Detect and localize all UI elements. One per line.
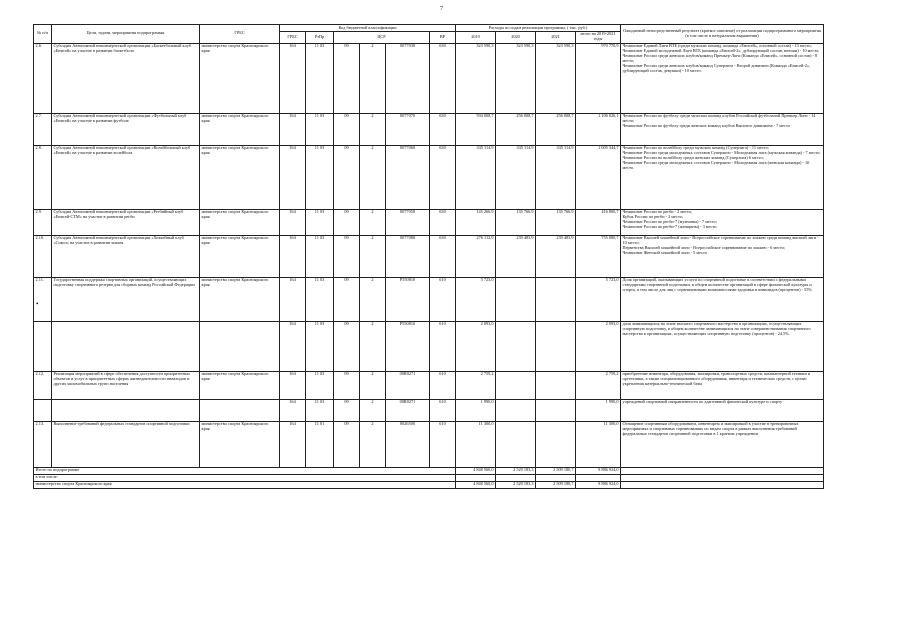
row-rzpr: 11 03 <box>306 113 334 145</box>
row-goal <box>52 321 200 371</box>
total-2020: 2 529 183,3 <box>496 481 536 488</box>
row-goal: Государственная поддержка спортивных организаций, осуществляющих подготовку спортивного резерва для сборных команд Российской Федерации <box>52 277 200 321</box>
row-csr-program: 09 <box>334 145 360 209</box>
row-vr: 610 <box>430 399 456 421</box>
row-vr: 630 <box>430 209 456 235</box>
row-total: 1 106 026,1 <box>576 113 621 145</box>
total-label: Итого по подпрограмме <box>34 467 456 474</box>
total-2019 <box>456 474 496 481</box>
col-2021-header: 2021 <box>536 31 576 43</box>
row-num <box>34 399 52 421</box>
row-rzpr: 11 01 <box>306 421 334 467</box>
total-2021: 2 509 180,7 <box>536 481 576 488</box>
row-csr-code: 0026500 <box>386 421 430 467</box>
row-vr: 630 <box>430 113 456 145</box>
row-csr-code: 00R0271 <box>386 371 430 399</box>
row-goal: Выполнение требований федеральных стандартов спортивной подготовки <box>52 421 200 467</box>
row-2020 <box>496 421 536 467</box>
total-result <box>621 474 824 481</box>
row-vr: 630 <box>430 235 456 277</box>
row-grbs: министерство спорта Красноярского края <box>200 277 280 321</box>
row-csr-code: Р550810 <box>386 321 430 371</box>
row-2019: 1 990,0 <box>456 399 496 421</box>
total-label: в том числе: <box>34 474 456 481</box>
total-sum: 9 886 924,0 <box>576 467 621 474</box>
row-rzpr: 11 03 <box>306 277 334 321</box>
result-line: Чемпионат Высшей хоккейной лиги - Всероссийское соревнование по хоккею среди команд высшей лиги - 10 место; <box>622 235 819 246</box>
row-num: 2.13. <box>34 421 52 467</box>
row-csr-subprogram: 2 <box>360 113 386 145</box>
row-csr-subprogram: 2 <box>360 145 386 209</box>
row-result <box>621 399 824 421</box>
row-2021 <box>536 371 576 399</box>
row-csr-subprogram: 2 <box>360 235 386 277</box>
result-line: Чемпионат России по футболу среди мужских команд клубов Российской футбольной Премьер Лиги - 14 место; <box>622 113 816 124</box>
total-2019: 4 848 560,0 <box>456 481 496 488</box>
row-csr-program: 09 <box>334 113 360 145</box>
row-num: 2.11. <box>34 277 52 321</box>
table-row <box>34 421 824 467</box>
row-grbs: министерство спорта Красноярского края <box>200 145 280 209</box>
row-csr-program: 09 <box>334 399 360 421</box>
row-csr-program: 09 <box>334 321 360 371</box>
total-result <box>621 467 824 474</box>
row-result <box>621 209 824 235</box>
total-2021: 2 509 180,7 <box>536 467 576 474</box>
col-total-header: итого на 2019-2021 годы <box>576 31 621 43</box>
col-expenses-header: Расходы по годам реализации программы, ( тыс. руб.) <box>456 25 621 32</box>
row-grbs: министерство спорта Красноярского края <box>200 421 280 467</box>
table-row <box>34 113 824 145</box>
row-result <box>621 421 824 467</box>
row-num: 2.10. <box>34 235 52 277</box>
row-rzpr: 11 03 <box>306 235 334 277</box>
row-vr: 610 <box>430 277 456 321</box>
result-line: Чемпионат Единой молодежной Лиги ВТБ (команда «Енисей-2», дублирующий состав, юноши) - 10 место; <box>622 48 820 54</box>
row-2019: 2 759,2 <box>456 371 496 399</box>
result-line: Чемпионат Единой Лиги ВТБ (среди мужских команд, команда «Енисей», основной состав) - 13 место; <box>622 43 812 49</box>
row-2019: 11 300,0 <box>456 421 496 467</box>
result-line: Чемпионат России по футболу среди женских команд клубов Высшего дивизиона - 7 место <box>622 123 790 129</box>
result-line: Чемпионат России по волейболу среди мужских команд (Суперлига) - 11 место; <box>622 145 769 151</box>
result-line: Чемпионат России среди молодежных составов Суперлиги - Молодежная лига (женская команда) - 10 место. <box>622 160 810 171</box>
row-result <box>621 235 824 277</box>
row-2019: 276 112,9 <box>456 235 496 277</box>
col-goal-header: Цели, задачи, мероприятия подпрограммы <box>52 25 200 44</box>
row-grbs: министерство спорта Красноярского края <box>200 371 280 399</box>
row-result <box>621 321 824 371</box>
row-code-grbs: 164 <box>280 399 306 421</box>
row-grbs <box>200 321 280 371</box>
row-result <box>621 113 824 145</box>
row-code-grbs: 164 <box>280 209 306 235</box>
result-line: Чемпионат России среди женских клубов/команд Премьер-Лиги (Команда «Енисей», основной состав) - 8 место; <box>622 53 818 64</box>
row-code-grbs: 164 <box>280 43 306 113</box>
total-result <box>621 481 824 488</box>
col-2019-header: 2019 <box>456 31 496 43</box>
row-csr-code: Р550810 <box>386 277 430 321</box>
total-2020 <box>496 474 536 481</box>
row-2021: 135 766,9 <box>536 209 576 235</box>
row-csr-program: 09 <box>334 209 360 235</box>
row-result <box>621 371 824 399</box>
row-rzpr: 11 03 <box>306 371 334 399</box>
total-sum: 9 886 924,0 <box>576 481 621 488</box>
col-kbk-csr-header: ЦСР <box>334 31 430 43</box>
row-csr-code: 00R0271 <box>386 399 430 421</box>
row-2020 <box>496 399 536 421</box>
row-rzpr: 11 03 <box>306 43 334 113</box>
col-grbs-header: ГРБС <box>200 25 280 44</box>
col-kbk-rzpr-header: РзПр <box>306 31 334 43</box>
row-grbs: министерство спорта Красноярского края <box>200 43 280 113</box>
total-label: министерство спорта Красноярского края <box>34 481 456 488</box>
row-total: 2 759,2 <box>576 371 621 399</box>
table-row <box>34 371 824 399</box>
row-code-grbs: 164 <box>280 277 306 321</box>
total-2021 <box>536 474 576 481</box>
row-num <box>34 321 52 371</box>
result-line: приобретение инвентаря, оборудования, экипировки, транспортных средств, компьютерной техники и оргтехники, а также специализированного оборудования, инвентаря и технических средств, с целью укрепления материально-технической базы <box>622 371 811 387</box>
col-kbk-header: Код бюджетной классификации <box>280 25 456 32</box>
row-2019: 594 008,7 <box>456 113 496 145</box>
row-csr-subprogram: 2 <box>360 399 386 421</box>
row-2019: 145 266,9 <box>456 209 496 235</box>
side-mark: • <box>36 300 39 308</box>
row-2019: 335 114,9 <box>456 145 496 209</box>
row-2021: 256 008,7 <box>536 113 576 145</box>
row-csr-subprogram: 2 <box>360 277 386 321</box>
row-num: 2.12. <box>34 371 52 399</box>
row-2021 <box>536 277 576 321</box>
table-row <box>34 209 824 235</box>
row-2021: 239 483,9 <box>536 235 576 277</box>
row-code-grbs: 164 <box>280 113 306 145</box>
row-rzpr: 11 03 <box>306 145 334 209</box>
result-line: Оснащение спортивным оборудованием, инвентарем и экипировкой в участие в тренировочных мероприятиях и спортивных соревнованиях по видам спорта в рамках выполнения требований федеральных стандартов спортивной подготовки в 1 краевом учреждении <box>622 421 799 437</box>
row-goal: Субсидия Автономной некоммерческой организации «Футбольный клуб «Енисей» на участие в развитии футбола <box>52 113 200 145</box>
total-2019: 4 848 560,0 <box>456 467 496 474</box>
row-csr-subprogram: 2 <box>360 321 386 371</box>
row-total: 1 990,0 <box>576 399 621 421</box>
row-total: 970 770,9 <box>576 43 621 113</box>
row-2020 <box>496 321 536 371</box>
col-kbk-grbs-header: ГРБС <box>280 31 306 43</box>
row-num: 2.6. <box>34 43 52 113</box>
row-vr: 630 <box>430 43 456 113</box>
row-goal: Субсидия Автономной некоммерческой организации «Баскетбольный клуб «Енисей» на участие в развитии баскетбола <box>52 43 200 113</box>
table-row <box>34 43 824 113</box>
table-row <box>34 399 824 421</box>
table-row <box>34 321 824 371</box>
result-line: Чемпионат России по регби-7 (мужчины) - 7 место; <box>622 219 718 225</box>
result-line: Чемпионат России по регби - 2 место; <box>622 209 693 215</box>
col-2020-header: 2020 <box>496 31 536 43</box>
result-line: Чемпионат России среди молодежных составов Суперлиги - Молодежная лига (мужская команда) - 7 место; <box>622 150 821 156</box>
row-grbs: министерство спорта Красноярского края <box>200 235 280 277</box>
col-num-header: № п/п <box>34 25 52 44</box>
row-result <box>621 145 824 209</box>
row-vr: 610 <box>430 421 456 467</box>
row-csr-subprogram: 2 <box>360 421 386 467</box>
row-num: 2.9. <box>34 209 52 235</box>
row-total: 755 080,7 <box>576 235 621 277</box>
row-csr-program: 09 <box>334 371 360 399</box>
row-goal: Субсидия Автономной некоммерческой организации «Волейбольный клуб «Енисей» на участие в развитии волейбола <box>52 145 200 209</box>
row-2020: 135 766,9 <box>496 209 536 235</box>
result-line: Чемпионат России среди женских клубов/команд Суперлига - Второй дивизион (Команда «Енисей-2», дублирующий состав, девушки) - 10 место. <box>622 63 811 73</box>
row-2020: 323 590,3 <box>496 43 536 113</box>
row-csr-subprogram: 2 <box>360 209 386 235</box>
total-sum <box>576 474 621 481</box>
row-grbs: министерство спорта Красноярского края <box>200 209 280 235</box>
row-csr-code: 0077070 <box>386 113 430 145</box>
total-row <box>34 474 824 481</box>
result-line: учреждений спортивной направленности по адаптивной физической культуре и спорту <box>622 399 783 405</box>
row-2021 <box>536 421 576 467</box>
col-kbk-vr-header: ВР <box>430 31 456 43</box>
row-rzpr: 11 03 <box>306 399 334 421</box>
row-2019: 323 590,3 <box>456 43 496 113</box>
row-rzpr: 11 03 <box>306 321 334 371</box>
result-line: Чемпионат Женской хоккейной лиги - 5 место <box>622 250 708 256</box>
row-csr-program: 09 <box>334 277 360 321</box>
row-goal <box>52 399 200 421</box>
page-number: 7 <box>440 6 443 12</box>
row-code-grbs: 164 <box>280 235 306 277</box>
row-result <box>621 43 824 113</box>
result-line: Первенства Высшей хоккейной лиги - Всероссийское соревнование по хоккею - 6 место; <box>622 245 786 251</box>
row-csr-program: 09 <box>334 421 360 467</box>
row-csr-program: 09 <box>334 43 360 113</box>
row-total: 11 300,0 <box>576 421 621 467</box>
row-vr: 610 <box>430 371 456 399</box>
row-2020 <box>496 277 536 321</box>
row-2021 <box>536 321 576 371</box>
row-2021: 323 590,3 <box>536 43 576 113</box>
row-csr-code: 0077030 <box>386 43 430 113</box>
row-2020: 335 114,9 <box>496 145 536 209</box>
row-goal: Субсидия Автономной некоммерческой организации «Хоккейный клуб «Сокол» на участие в развитии хоккея <box>52 235 200 277</box>
row-total: 1 005 344,7 <box>576 145 621 209</box>
result-line: Чемпионат России по волейболу среди женских команд (Суперлига) 6 место; <box>622 155 764 161</box>
result-line: Доля организаций, оказывающих услуги по спортивной подготовке в соответствии с федеральными стандартами спортивной подготовки, в общем количестве организаций в сфере физической культуры и спорта, в том числе для лиц с ограниченными возможностями здоровья и инвалидов (процентов) - 55% <box>622 277 812 293</box>
row-result <box>621 277 824 321</box>
budget-table <box>33 24 824 489</box>
result-line: доля занимающихся на этапе высшего спортивного мастерства в организациях, осуществляющих спортивную подготовку, в общем количестве занимающихся на этапе совершенствования спортивного мастерства в организациях, осуществляющих спортивную подготовку (процентов) - 24,5%. <box>622 321 811 337</box>
row-2021 <box>536 399 576 421</box>
row-total: 416 800,7 <box>576 209 621 235</box>
total-row <box>34 467 824 474</box>
row-vr: 630 <box>430 145 456 209</box>
row-code-grbs: 164 <box>280 421 306 467</box>
col-result-header: Ожидаемый непосредственный результат (краткое описание) от реализации подпрограммного мероприятия (в том числе в натуральном выражении) <box>621 25 824 44</box>
table-row <box>34 145 824 209</box>
total-row <box>34 481 824 488</box>
table-row <box>34 235 824 277</box>
row-vr: 610 <box>430 321 456 371</box>
row-2020 <box>496 371 536 399</box>
row-2019: 5 723,0 <box>456 277 496 321</box>
row-csr-subprogram: 2 <box>360 43 386 113</box>
row-code-grbs: 164 <box>280 145 306 209</box>
row-csr-subprogram: 2 <box>360 371 386 399</box>
row-code-grbs: 164 <box>280 371 306 399</box>
row-2020: 256 008,7 <box>496 113 536 145</box>
row-csr-code: 0077050 <box>386 209 430 235</box>
row-rzpr: 11 03 <box>306 209 334 235</box>
row-2021: 335 114,9 <box>536 145 576 209</box>
row-total: 2 093,0 <box>576 321 621 371</box>
row-2020: 239 483,9 <box>496 235 536 277</box>
row-goal: Субсидия Автономной некоммерческой организации «Регбийный клуб «Енисей-СТМ» на участие в развитии регби <box>52 209 200 235</box>
row-num: 2.8. <box>34 145 52 209</box>
row-grbs: министерство спорта Красноярского края <box>200 113 280 145</box>
header-row-1 <box>34 25 824 32</box>
row-csr-program: 09 <box>334 235 360 277</box>
result-line: Чемпионат России по регби-7 (женщины) - 3 место. <box>622 224 718 230</box>
row-goal: Реализация мероприятий в сфере обеспечения доступности приоритетных объектов и услуг в приоритетных сферах жизнедеятельности инвалидов и других маломобильных групп населения <box>52 371 200 399</box>
row-num: 2.7. <box>34 113 52 145</box>
table-row <box>34 277 824 321</box>
result-line: Кубок России по регби - 2 место; <box>622 214 684 220</box>
row-total: 5 723,0 <box>576 277 621 321</box>
total-2020: 2 529 183,3 <box>496 467 536 474</box>
row-csr-code: 0077080 <box>386 235 430 277</box>
row-grbs <box>200 399 280 421</box>
row-2019: 2 093,0 <box>456 321 496 371</box>
row-code-grbs: 164 <box>280 321 306 371</box>
row-csr-code: 0077060 <box>386 145 430 209</box>
